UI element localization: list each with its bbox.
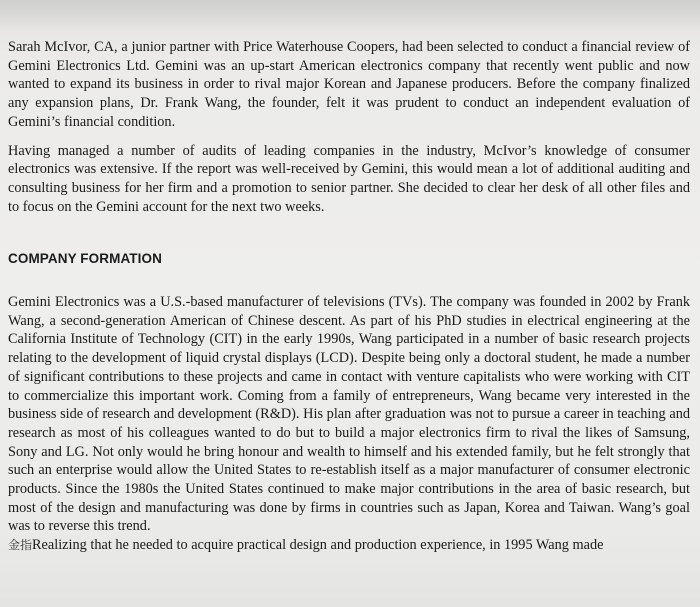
intro-paragraph-1: Sarah McIvor, CA, a junior partner with Price Waterhouse Coopers, had been selected to conduct a financial review of Gemini Electronics Ltd. Gemini was an up-start American electronics company that recently went public and now wanted to expand its business in order to rival major Korean and Japanese producers. Before the company finalized any expansion plans, Dr. Frank Wang, the founder, felt it was prudent to conduct an independent evaluation of Gemini’s financial condition. <box>8 39 690 130</box>
document-body <box>8 38 690 555</box>
intro-paragraph-2: Having managed a number of audits of leading companies in the industry, McIvor’s knowledge of consumer electronics was extensive. If the report was well-received by Gemini, this would mean a lot of additional auditing and consulting business for her firm and a promotion to senior partner. She decided to clear her desk of all other files and to focus on the Gemini account for the next two weeks. <box>8 142 690 215</box>
continuation-text: Realizing that he needed to acquire practical design and production experience, in 1995 Wang made <box>32 537 604 554</box>
continuation-line <box>8 536 690 555</box>
section-heading: COMPANY FORMATION <box>8 251 162 267</box>
bleed-through-shadow <box>0 0 700 32</box>
company-formation-paragraph: Gemini Electronics was a U.S.-based manufacturer of televisions (TVs). The company was founded in 2002 by Frank Wang, a second-generation American of Chinese descent. As part of his PhD studies in electrical engineering at the California Institute of Technology (CIT) in the early 1990s, Wang participated in a number of basic research projects relating to the development of liquid crystal displays (LCD). Despite being only a doctoral student, he made a number of significant contributions to these projects and came in contact with venture capitalists who were working with CIT to commercialize this important work. Coming from a family of entrepreneurs, Wang became very interested in the business side of research and development (R&D). His plan after graduation was not to pursue a career in teaching and research as most of his colleagues wanted to do but to build a major electronics firm to rival the likes of Samsung, Sony and LG. Not only would he bring honour and wealth to himself and his extended family, but he felt strongly that such an enterprise would allow the United States to re-establish itself as a major manufacturer of consumer electronic products. Since the 1980s the United States continued to make major contributions in the area of basic research, but most of the design and manufacturing was done by firms in countries such as Japan, Korea and Taiwan. Wang’s goal was to reverse this trend. <box>8 294 690 535</box>
stray-glyph: 金指 <box>8 538 33 553</box>
